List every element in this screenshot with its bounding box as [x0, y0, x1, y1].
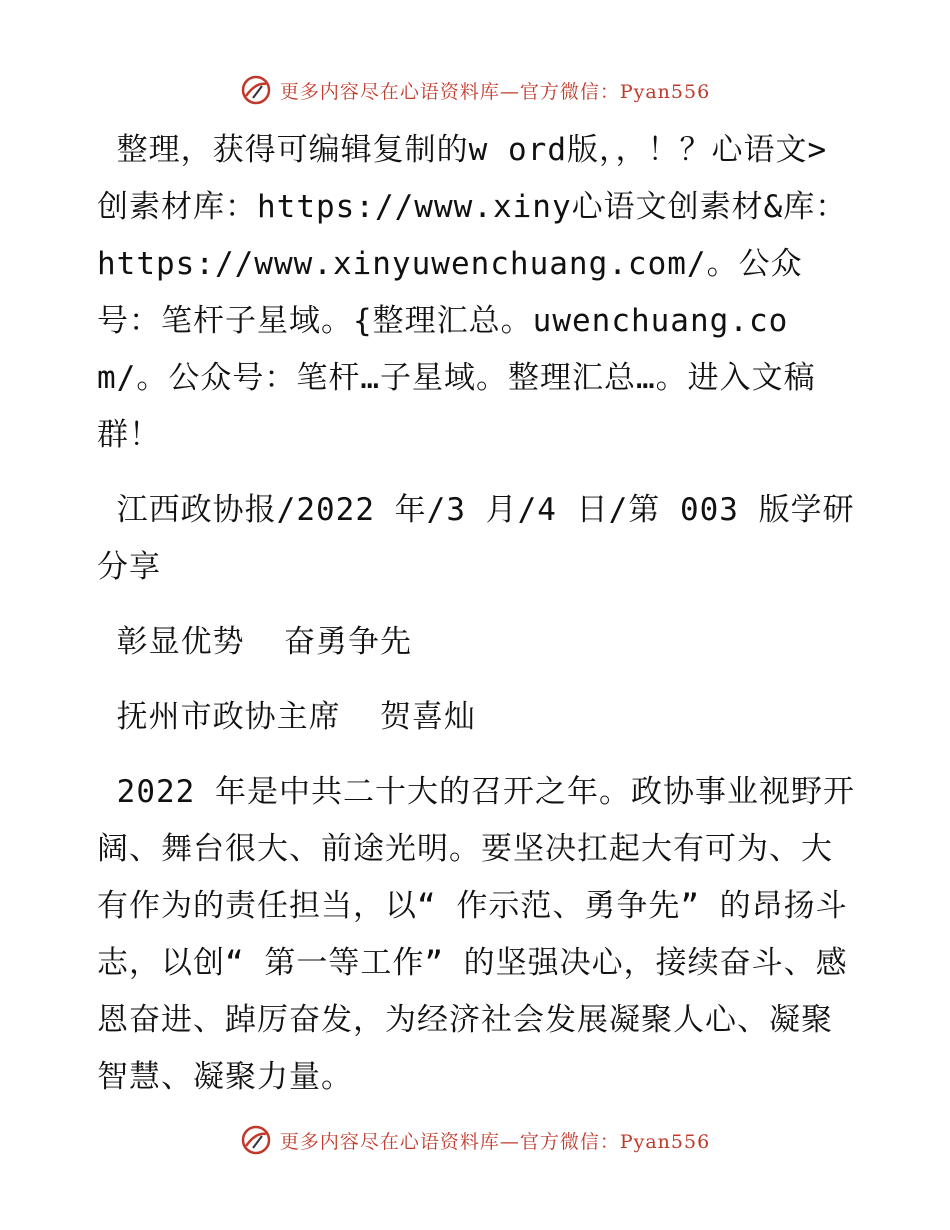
article-title: 彰显优势 奋勇争先 [97, 624, 412, 660]
paragraph-body: 2022 年是中共二十大的召开之年。政协事业视野开阔、舞台很大、前途光明。要坚决扛起大有可为、大有作为的责任担当，以“ 作示范、勇争先” 的昂扬斗志，以创“ 第一等工作” 的坚强决心，接续奋斗、感恩奋进、踔厉奋发，为经济社会发展凝聚人心、凝聚智慧、凝聚力量。 [97, 774, 855, 1095]
article-author: 抚州市政协主席 贺喜灿 [97, 699, 476, 735]
paragraph-intro-note: 整理，获得可编辑复制的w ord版，，！？心语文>创素材库：https://www.xiny心语文创素材&库：https://www.xinyuwenchuang.com/。公众号：笔杆子星域。{整理汇总。uwenchuang.com/。公众号：笔杆…子星域。整理汇总…。进入文稿群！ [97, 132, 848, 453]
banner-text: 更多内容尽在心语资料库—官方微信：Pyan556 [279, 1130, 711, 1153]
pen-logo-icon [240, 74, 272, 106]
paragraph-source: 江西政协报/2022 年/3 月/4 日/第 003 版学研分享 [97, 492, 855, 585]
banner-text: 更多内容尽在心语资料库—官方微信：Pyan556 [279, 80, 711, 103]
footer-watermark-banner [0, 1120, 950, 1160]
pen-logo-icon [240, 1124, 272, 1156]
document-body [97, 122, 857, 1106]
header-watermark-banner [0, 70, 950, 110]
